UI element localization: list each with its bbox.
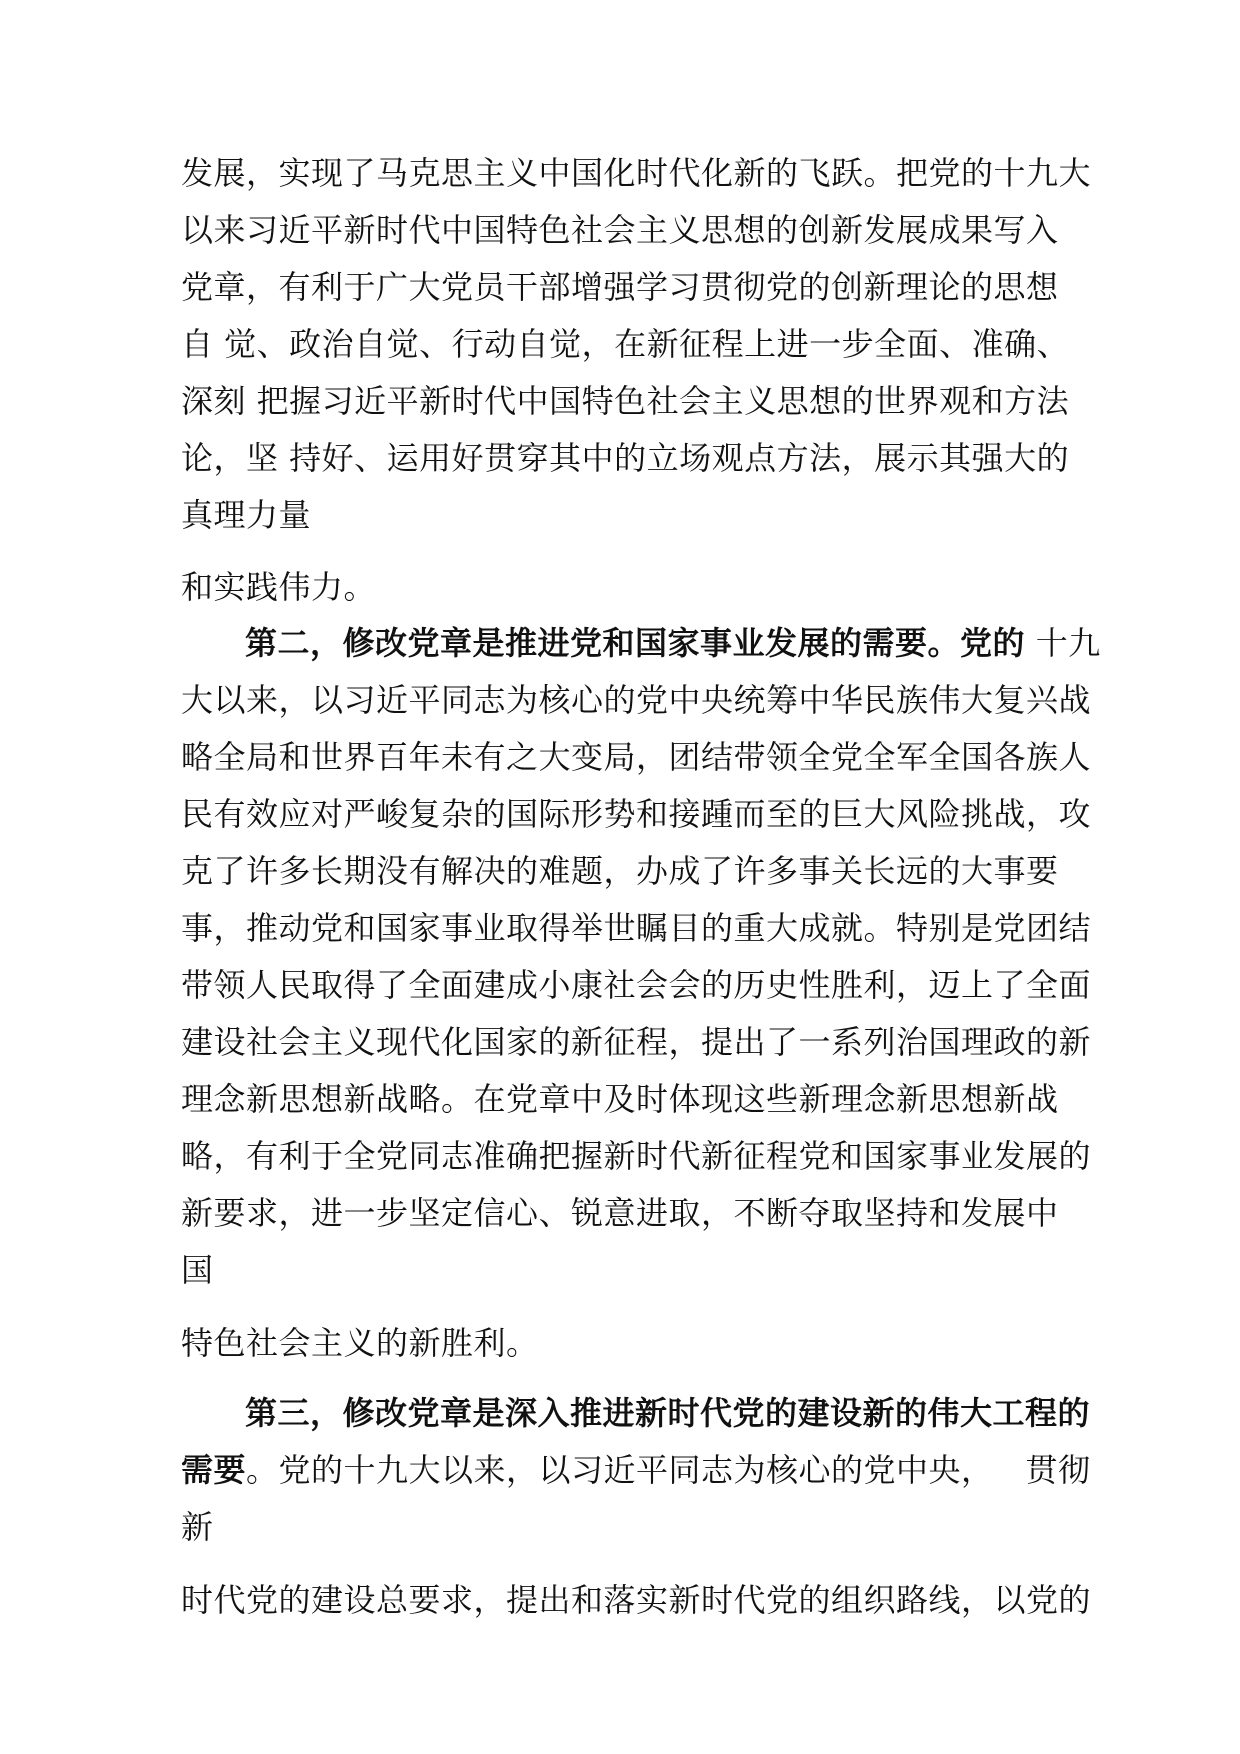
text-line: 民有效应对严峻复杂的国际形势和接踵而至的巨大风险挑战，攻 bbox=[181, 795, 1092, 833]
text-line: 大以来，以习近平同志为核心的党中央统筹中华民族伟大复兴战 bbox=[181, 681, 1092, 719]
text-line: 略，有利于全党同志准确把握新时代新征程党和国家事业发展的 bbox=[181, 1137, 1092, 1175]
text-line: 新要求，进一步坚定信心、锐意进取，不断夺取坚持和发展中 bbox=[181, 1194, 1059, 1232]
heading-rest-text: 十九 bbox=[1025, 624, 1101, 662]
heading-rest-text: 。党的十九大以来，以习近平同志为核心的党中央， 贯彻 bbox=[246, 1451, 1091, 1489]
heading-bold-text: 需要 bbox=[181, 1451, 247, 1489]
text-line: 论，坚 持好、运用好贯穿其中的立场观点方法，展示其强大的 bbox=[181, 439, 1070, 477]
text-line: 和实践伟力。 bbox=[181, 568, 377, 606]
text-line: 特色社会主义的新胜利。 bbox=[181, 1324, 539, 1362]
text-line: 真理力量 bbox=[181, 496, 312, 534]
paragraph-heading-3: 第三，修改党章是深入推进新时代党的建设新的伟大工程的 bbox=[245, 1394, 1091, 1432]
text-line: 理念新思想新战略。在党章中及时体现这些新理念新思想新战 bbox=[181, 1080, 1059, 1118]
text-line bbox=[181, 1450, 1091, 1490]
text-line: 发展，实现了马克思主义中国化时代化新的飞跃。把党的十九大 bbox=[181, 154, 1092, 192]
heading-bold-text: 第二，修改党章是推进党和国家事业发展的需要。党的 bbox=[245, 624, 1026, 662]
text-line: 国 bbox=[181, 1251, 214, 1289]
text-line: 略全局和世界百年未有之大变局，团结带领全党全军全国各族人 bbox=[181, 738, 1092, 776]
text-line: 带领人民取得了全面建成小康社会会的历史性胜利，迈上了全面 bbox=[181, 966, 1092, 1004]
text-line: 以来习近平新时代中国特色社会主义思想的创新发展成果写入 bbox=[181, 211, 1059, 249]
text-line: 党章，有利于广大党员干部增强学习贯彻党的创新理论的思想 bbox=[181, 268, 1059, 306]
text-line: 时代党的建设总要求，提出和落实新时代党的组织路线，以党的 bbox=[181, 1581, 1092, 1619]
text-line: 新 bbox=[181, 1508, 214, 1546]
text-line: 深刻 把握习近平新时代中国特色社会主义思想的世界观和方法 bbox=[181, 382, 1070, 420]
paragraph-heading-2 bbox=[245, 623, 1101, 663]
text-line: 自 觉、政治自觉、行动自觉，在新征程上进一步全面、准确、 bbox=[181, 325, 1070, 363]
text-line: 克了许多长期没有解决的难题，办成了许多事关长远的大事要 bbox=[181, 852, 1059, 890]
text-line: 建设社会主义现代化国家的新征程，提出了一系列治国理政的新 bbox=[181, 1023, 1092, 1061]
text-line: 事，推动党和国家事业取得举世瞩目的重大成就。特别是党团结 bbox=[181, 909, 1092, 947]
